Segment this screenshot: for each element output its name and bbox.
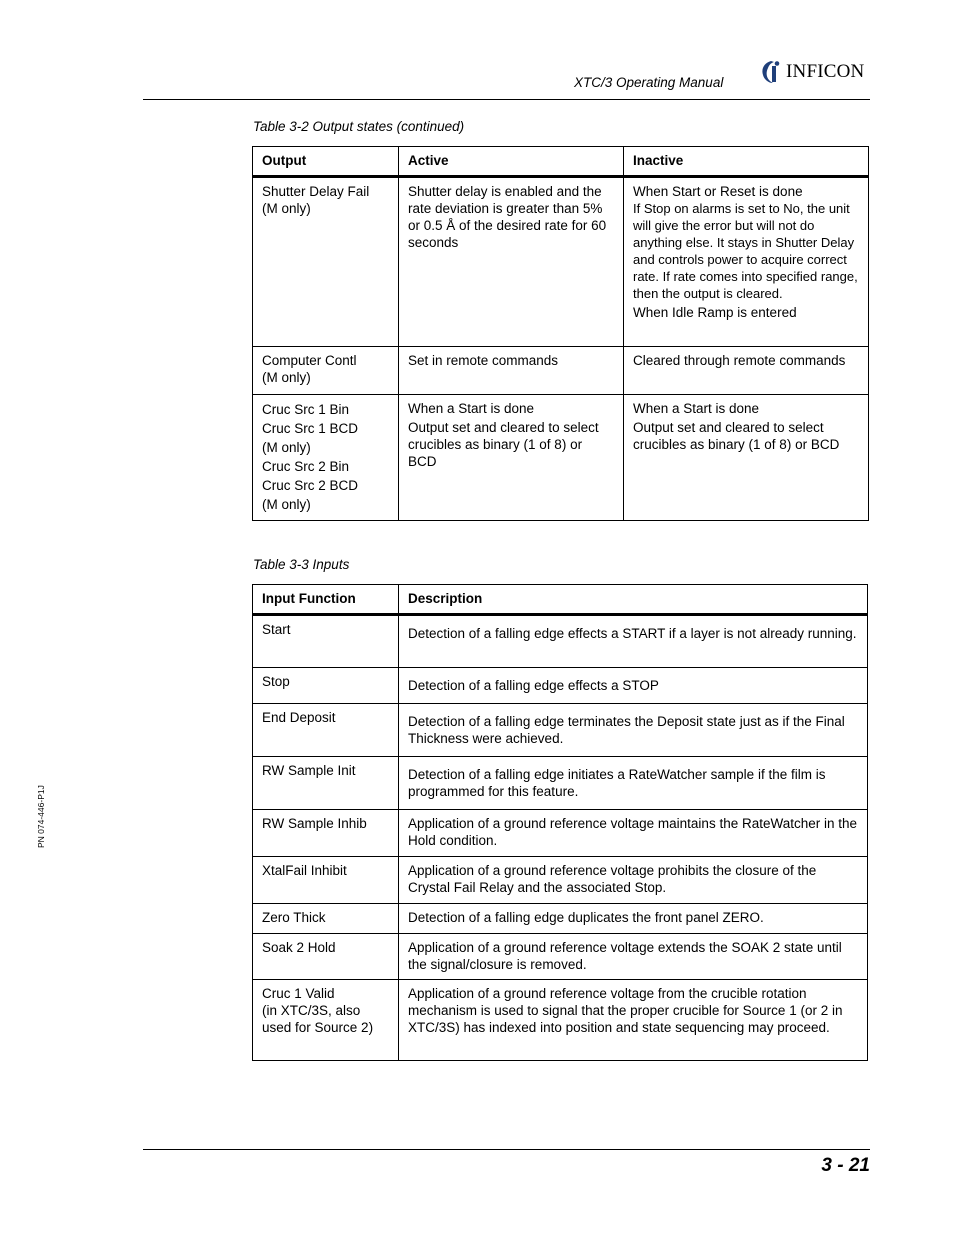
output-cell <box>253 395 399 521</box>
input-function-cell: Start <box>253 615 399 668</box>
inputs-table <box>252 584 868 1061</box>
input-function-cell: Zero Thick <box>253 904 399 934</box>
output-name: Cruc Src 2 BCD <box>262 478 359 493</box>
table-row <box>253 810 868 857</box>
table-row <box>253 668 868 704</box>
description-cell: Detection of a falling edge effects a STOP <box>399 668 868 704</box>
output-cell <box>253 177 399 347</box>
inficon-logo <box>760 59 864 85</box>
column-header-description: Description <box>399 585 868 615</box>
table-row <box>253 934 868 980</box>
active-cell: Shutter delay is enabled and the rate deviation is greater than 5% or 0.5 Å of the desired rate for 60 seconds <box>399 177 624 347</box>
description-cell: Application of a ground reference voltage maintains the RateWatcher in the Hold condition. <box>399 810 868 857</box>
input-function-name: Cruc 1 Valid <box>262 986 335 1001</box>
input-function-cell: RW Sample Init <box>253 757 399 810</box>
input-function-cell <box>253 980 399 1061</box>
description-cell: Detection of a falling edge effects a START if a layer is not already running. <box>399 615 868 668</box>
input-function-cell: Soak 2 Hold <box>253 934 399 980</box>
output-qualifier: (M only) <box>262 201 311 216</box>
manual-title: XTC/3 Operating Manual <box>574 75 724 90</box>
description-cell: Application of a ground reference voltage extends the SOAK 2 state until the signal/closure is removed. <box>399 934 868 980</box>
description-cell: Detection of a falling edge initiates a RateWatcher sample if the film is programmed for this feature. <box>399 757 868 810</box>
table-row <box>253 857 868 904</box>
table-header-row <box>253 585 868 615</box>
description-cell: Detection of a falling edge terminates the Deposit state just as if the Final Thickness were achieved. <box>399 704 868 757</box>
active-cell: Set in remote commands <box>399 347 624 395</box>
input-function-cell: End Deposit <box>253 704 399 757</box>
inactive-body: Output set and cleared to select crucibles as binary (1 of 8) or BCD <box>633 420 840 452</box>
inactive-body: If Stop on alarms is set to No, the unit will give the error but will not do anything else. It stays in Shutter Delay and controls power to acquire correct rate. If rate comes into specified range, then the output is cleared. <box>633 201 858 301</box>
output-name: Shutter Delay Fail <box>262 184 370 199</box>
output-qualifier: (M only) <box>262 440 311 455</box>
table-row <box>253 347 869 395</box>
column-header-input-function: Input Function <box>253 585 399 615</box>
inactive-tail: When Idle Ramp is entered <box>633 305 797 320</box>
input-function-note: used for Source 2) <box>262 1020 374 1035</box>
description-cell: Detection of a falling edge duplicates the front panel ZERO. <box>399 904 868 934</box>
table-header-row <box>253 147 869 177</box>
table-row <box>253 615 868 668</box>
inficon-logo-icon <box>760 60 782 84</box>
input-function-note: (in XTC/3S, also <box>262 1003 361 1018</box>
part-number-label: PN 074-446-P1J <box>36 785 46 848</box>
output-name: Cruc Src 1 Bin <box>262 402 350 417</box>
inactive-lead: When a Start is done <box>633 401 760 416</box>
output-qualifier: (M only) <box>262 497 311 512</box>
inactive-lead: When Start or Reset is done <box>633 184 803 199</box>
table-row <box>253 395 869 521</box>
description-cell: Application of a ground reference voltage prohibits the closure of the Crystal Fail Relay and the associated Stop. <box>399 857 868 904</box>
table-row <box>253 757 868 810</box>
description-cell: Application of a ground reference voltage from the crucible rotation mechanism is used to signal that the proper crucible for Source 1 (or 2 in XTC/3S) has indexed into position and state sequencing may proceed. <box>399 980 868 1061</box>
output-cell <box>253 347 399 395</box>
active-cell <box>399 395 624 521</box>
table-3-3-caption: Table 3-3 Inputs <box>253 557 350 572</box>
table-3-2-caption: Table 3-2 Output states (continued) <box>253 119 465 134</box>
column-header-active: Active <box>399 147 624 177</box>
active-body: Output set and cleared to select crucibles as binary (1 of 8) or BCD <box>408 420 599 469</box>
header-rule <box>143 99 870 100</box>
inactive-cell: Cleared through remote commands <box>624 347 869 395</box>
logo-text: INFICON <box>786 61 865 82</box>
input-function-cell: Stop <box>253 668 399 704</box>
output-name: Cruc Src 1 BCD <box>262 421 359 436</box>
output-qualifier: (M only) <box>262 370 311 385</box>
inactive-cell <box>624 395 869 521</box>
active-lead: When a Start is done <box>408 401 535 416</box>
inactive-cell <box>624 177 869 347</box>
column-header-inactive: Inactive <box>624 147 869 177</box>
output-states-table <box>252 146 869 521</box>
output-name: Computer Contl <box>262 353 357 368</box>
table-row <box>253 904 868 934</box>
table-row <box>253 177 869 347</box>
footer-rule <box>143 1149 870 1150</box>
table-row <box>253 704 868 757</box>
page-number: 3 - 21 <box>821 1155 870 1176</box>
column-header-output: Output <box>253 147 399 177</box>
output-name: Cruc Src 2 Bin <box>262 459 350 474</box>
input-function-cell: XtalFail Inhibit <box>253 857 399 904</box>
table-row <box>253 980 868 1061</box>
input-function-cell: RW Sample Inhib <box>253 810 399 857</box>
